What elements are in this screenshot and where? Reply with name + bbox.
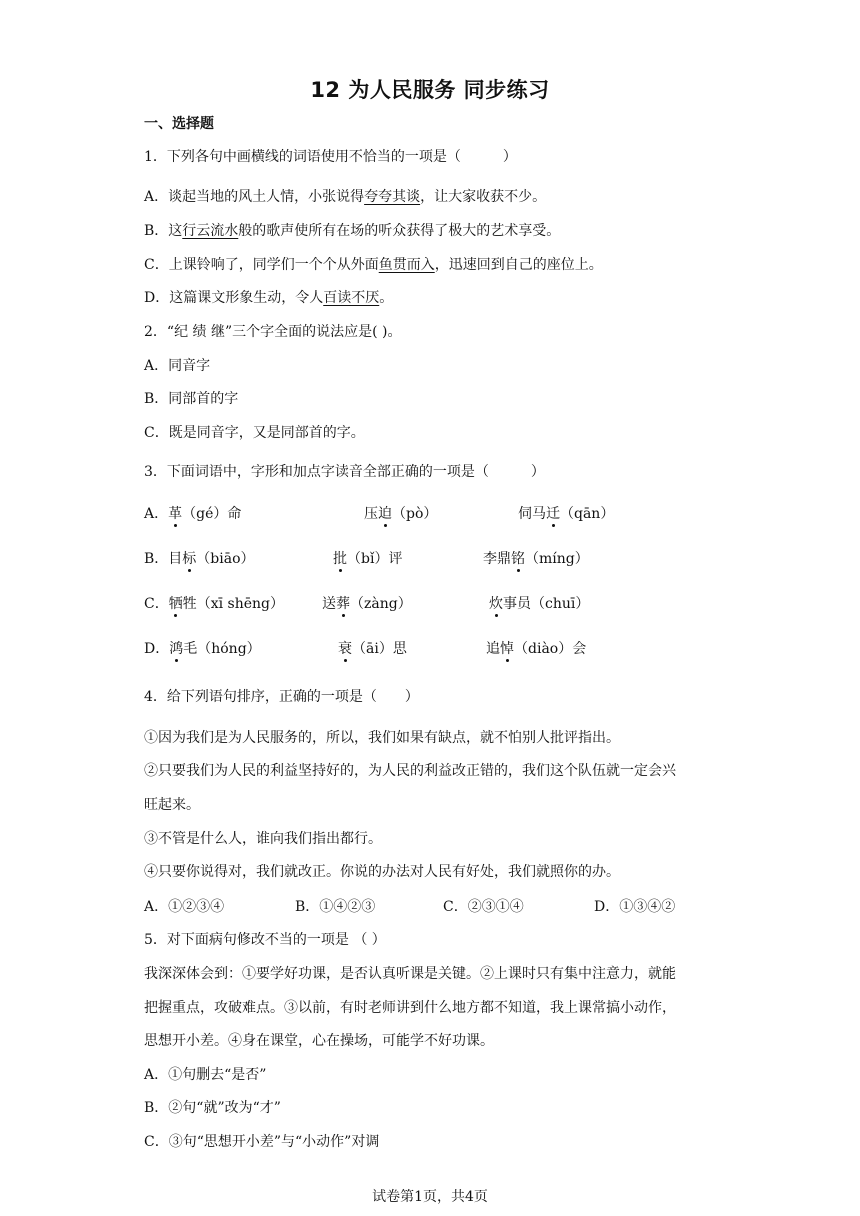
q1-stem: 1．下列各句中画横线的词语使用不恰当的一项是（ ） — [144, 149, 517, 165]
q5-passage-line2: 把握重点，攻破难点。③以前，有时老师讲到什么地方都不知道，我上课常搞小动作， — [144, 1000, 676, 1016]
q3-b-item1: B．目标（biāo） — [144, 551, 255, 567]
page-footer: 试卷第1页，共4页 — [372, 1189, 488, 1205]
q1-option-b: B．这行云流水般的歌声使所有在场的听众获得了极大的艺术享受。 — [144, 223, 561, 239]
q3-b-item2: 批（bǐ）评 — [333, 551, 403, 567]
q3-c-item3: 炊事员（chuī） — [489, 596, 590, 612]
q4-option-a: A．①②③④ — [144, 899, 225, 915]
section-heading: 一、选择题 — [144, 116, 214, 132]
q4-option-c: C．②③①④ — [443, 899, 524, 915]
page-title: 12 为人民服务 同步练习 — [310, 78, 550, 102]
q3-a-item1: A．革（gé）命 — [144, 506, 242, 522]
q2-option-c: C．既是同音字，又是同部首的字。 — [144, 425, 365, 441]
q3-b-item3: 李鼎铭（míng） — [483, 551, 589, 567]
q4-stem: 4．给下列语句排序，正确的一项是（ ） — [144, 689, 419, 705]
q5-stem: 5．对下面病句修改不当的一项是 （ ） — [144, 932, 386, 948]
q5-passage-line1: 我深深体会到：①要学好功课，是否认真听课是关键。②上课时只有集中注意力，就能 — [144, 966, 676, 982]
q4-sentence-1: ①因为我们是为人民服务的，所以，我们如果有缺点，就不怕别人批评指出。 — [144, 730, 620, 746]
q3-d-item1: D．鸿毛（hóng） — [144, 641, 261, 657]
q3-d-item2: 衰（āi）思 — [338, 641, 407, 657]
q4-sentence-2-cont: 旺起来。 — [144, 797, 200, 813]
q4-sentence-4: ④只要你说得对，我们就改正。你说的办法对人民有好处，我们就照你的办。 — [144, 864, 620, 880]
q4-option-d: D．①③④② — [594, 899, 676, 915]
q3-d-item3: 追悼（diào）会 — [486, 641, 587, 657]
q3-c-item2: 送葬（zàng） — [322, 596, 412, 612]
q5-option-a: A．①句删去“是否” — [144, 1067, 267, 1083]
underlined-term: 鱼贯而入 — [378, 257, 435, 273]
underlined-term: 百读不厌 — [323, 290, 380, 306]
q3-a-item3: 伺马迁（qān） — [518, 506, 615, 522]
q4-sentence-2: ②只要我们为人民的利益坚持好的，为人民的利益改正错的，我们这个队伍就一定会兴 — [144, 763, 676, 779]
q2-stem: 2．“纪 绩 继”三个字全面的说法应是( )。 — [144, 324, 402, 340]
q1-option-c: C．上课铃响了，同学们一个个从外面鱼贯而入，迅速回到自己的座位上。 — [144, 257, 603, 273]
q4-option-b: B．①④②③ — [295, 899, 376, 915]
q5-option-c: C．③句“思想开小差”与“小动作”对调 — [144, 1134, 380, 1150]
q5-option-b: B．②句“就”改为“才” — [144, 1100, 281, 1116]
q2-option-b: B．同部首的字 — [144, 391, 239, 407]
q1-option-a: A．谈起当地的风土人情，小张说得夸夸其谈，让大家收获不少。 — [144, 189, 547, 205]
q3-stem: 3．下面词语中，字形和加点字读音全部正确的一项是（ ） — [144, 464, 545, 480]
underlined-term: 夸夸其谈 — [364, 189, 421, 205]
q3-a-item2: 压迫（pò） — [364, 506, 438, 522]
q2-option-a: A．同音字 — [144, 358, 211, 374]
q3-c-item1: C．牺牲（xī shēng） — [144, 596, 285, 612]
q1-option-d: D．这篇课文形象生动，令人百读不厌。 — [144, 290, 394, 306]
underlined-term: 行云流水 — [182, 223, 239, 239]
q5-passage-line3: 思想开小差。④身在课堂，心在操场，可能学不好功课。 — [144, 1033, 494, 1049]
q4-sentence-3: ③不管是什么人，谁向我们指出都行。 — [144, 831, 382, 847]
